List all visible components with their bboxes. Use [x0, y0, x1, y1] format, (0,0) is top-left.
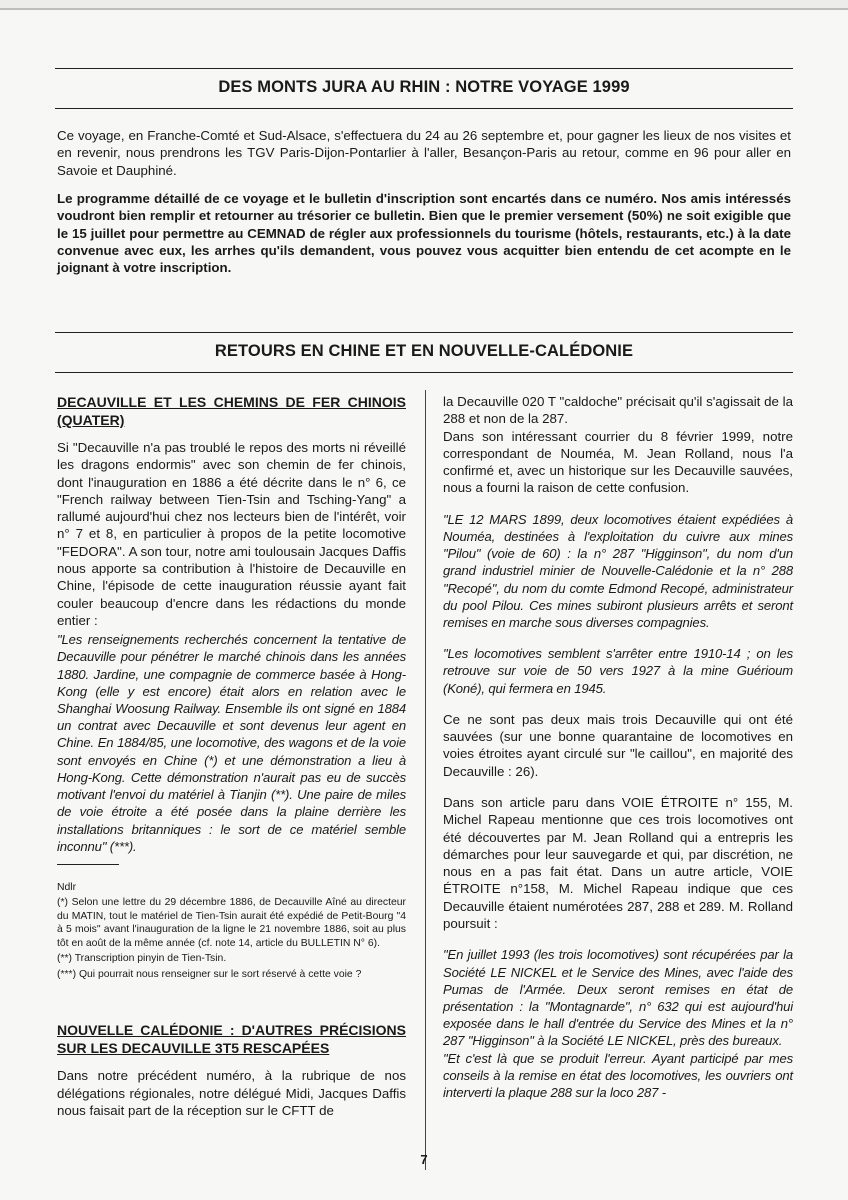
section2-bottom-rule [55, 372, 793, 373]
right-paragraph-4: Dans son article paru dans VOIE ÉTROITE n° 155, M. Michel Rapeau mentionne que ces trois locomotives ont été découvertes par M. Jean Rolland qui a entrepris les démarches pour leur sauvegarde et qui, par discrétion, ne nous en a pas fait état. Dans un autre article, VOIE ÉTROITE n°158, M. Michel Rapeau indique que ces Decauville étaient numérotées 287, 288 et 289. M. Rolland poursuit : [443, 795, 793, 932]
right-paragraph-3: Ce ne sont pas deux mais trois Decauville qui ont été sauvées (sur une bonne quarantaine de locomotives en voies étroites ayant circulé sur "le caillou", en majorité des Decauville : 26). [443, 711, 793, 779]
right-column [443, 393, 793, 1101]
right-quote-2: "Les locomotives semblent s'arrêter entre 1910-14 ; on les retrouve sur voie de 50 vers 1927 à la mine Guérioum (Koné), qui fermera en 1945. [443, 646, 793, 696]
section1-bottom-rule [55, 108, 793, 109]
footnote-2: (**) Transcription pinyin de Tien-Tsin. [57, 953, 227, 965]
section1-paragraph: Ce voyage, en Franche-Comté et Sud-Alsace, s'effectuera du 24 au 26 septembre et, pour gagner les lieux de nos visites et en revenir, nous prendrons les TGV Paris-Dijon-Pontarlier à l'aller, Besançon-Paris au retour, comme en 96 pour aller en Savoie et Dauphiné. [57, 128, 791, 178]
scan-edge [0, 0, 848, 10]
right-quote-3: "En juillet 1993 (les trois locomotives) sont récupérées par la Société LE NICKEL et le Service des Mines, avec l'aide des Pumas de l'Armée. Deux seront remises en état de présentation : la "Montagnarde", n° 632 qui est aujourd'hui exposée dans le hall d'entrée du Service des Mines et la n° 287 "Higginson" à la Société LE NICKEL, près des bureaux. [443, 947, 793, 1049]
footnote-rule [57, 864, 119, 865]
footnotes [57, 881, 406, 982]
page-number: 7 [420, 1152, 428, 1167]
subheading-chinese-railways: DECAUVILLE ET LES CHEMINS DE FER CHINOIS (QUATER) [57, 394, 406, 428]
left-paragraph-2: Dans notre précédent numéro, à la rubrique de nos délégations régionales, notre délégué Midi, Jacques Daffis nous faisait part de la réception sur le CFTT de [57, 1068, 406, 1118]
section1-top-rule [55, 68, 793, 69]
column-divider [425, 390, 426, 1170]
left-quote: "Les renseignements recherchés concernent la tentative de Decauville pour pénétrer le marché chinois dans les années 1880. Jardine, une compagnie de commerce basée à Hong-Kong (elle y est encore) était alors en relation avec le Shanghai Woosung Railway. Ensemble ils ont signé en 1884 un contrat avec Decauville et sont devenus leur agent en Chine. En 1884/85, une locomotive, des wagons et de la voie sont envoyés en Chine (*) et une démonstration a lieu à Hong-Kong. Cette démonstration n'aurait pas eu de succès motivant l'envoi du matériel à Tianjin (**). Une paire de miles de voie étroite a été posée dans la plaine derrière les installations britanniques : le sort de ce matériel semble inconnu" (***). [57, 632, 406, 854]
footnote-label: Ndlr [57, 881, 77, 893]
footnote-3: (***) Qui pourrait nous renseigner sur le sort réservé à cette voie ? [57, 968, 362, 980]
right-quote-1: "LE 12 MARS 1899, deux locomotives étaient expédiées à Nouméa, destinées à l'exploitation du cuivre aux mines "Pilou" (voie de 60) : la n° 287 "Higginson", du nom d'un grand industriel minier de Nouvelle-Calédonie et la n° 288 "Recopé", du nom du comte Edmond Recopé, administrateur du pool Pilou. Ces mines subiront plusieurs arrêts et seront remises en marche sous diverses compagnies. [443, 511, 793, 630]
section1-title: DES MONTS JURA AU RHIN : NOTRE VOYAGE 1999 [218, 78, 630, 96]
footnote-1: (*) Selon une lettre du 29 décembre 1886, de Decauville Aîné au directeur du MATIN, tout le matériel de Tien-Tsin aurait été expédié de Petit-Bourg "4 à 5 mois" avant l'inauguration de la ligne le 21 novembre 1886, soit au plus tôt en août de la même année (cf. note 14, article du BULLETIN N° 6). [57, 897, 406, 949]
right-paragraph-2: Dans son intéressant courrier du 8 février 1999, notre correspondant de Nouméa, M. Jean Rolland, nous l'a confirmé et, avec un historique sur les Decauville sauvées, nous a fourni la raison de cette confusion. [443, 428, 793, 496]
right-paragraph-1: la Decauville 020 T "caldoche" précisait qu'il s'agissait de la 288 et non de la 287. [443, 394, 793, 427]
left-paragraph-1: Si "Decauville n'a pas troublé le repos des morts ni réveillé les dragons endormis" avec son chemin de fer chinois, dont l'inauguration en 1886 a été décrite dans le n° 6, ce "French railway between Tien-Tsin and Tsching-Yang" a rallumé aujourd'hui chez nos lecteurs bien de l'intérêt, voir n° 7 et 8, en particulier à propos de la petite locomotive "FEDORA". A son tour, notre ami toulousain Jacques Daffis nous apporte sa contribution à l'histoire de Decauville en Chine, l'épisode de cette inauguration réussie ayant fait couler beaucoup d'encre dans les rédactions du monde entier : [57, 440, 406, 628]
section2-title: RETOURS EN CHINE ET EN NOUVELLE-CALÉDONIE [214, 342, 634, 360]
left-column [57, 393, 406, 1119]
subheading-new-caledonia: NOUVELLE CALÉDONIE : D'AUTRES PRÉCISIONS SUR LES DECAUVILLE 3T5 RESCAPÉES [57, 1022, 406, 1057]
section1-bold-paragraph: Le programme détaillé de ce voyage et le bulletin d'inscription sont encartés dans ce numéro. Nos amis intéressés voudront bien remplir et retourner au trésorier ce bulletin. Bien que le premier versement (50%) ne soit exigible que le 15 juillet pour permettre au CEMNAD de régler aux professionnels du tourisme (hôtels, restaurants, etc.) à la date convenue avec eux, les arrhes qu'ils demandent, vous pouvez vous acquitter bien entendu de cet acompte en le joignant à votre inscription. [57, 191, 791, 276]
right-quote-4: "Et c'est là que se produit l'erreur. Ayant participé par mes conseils à la remise en état des locomotives, les ouvriers ont interverti la plaque 288 sur la loco 287 - [443, 1050, 793, 1100]
section2-top-rule [55, 332, 793, 333]
